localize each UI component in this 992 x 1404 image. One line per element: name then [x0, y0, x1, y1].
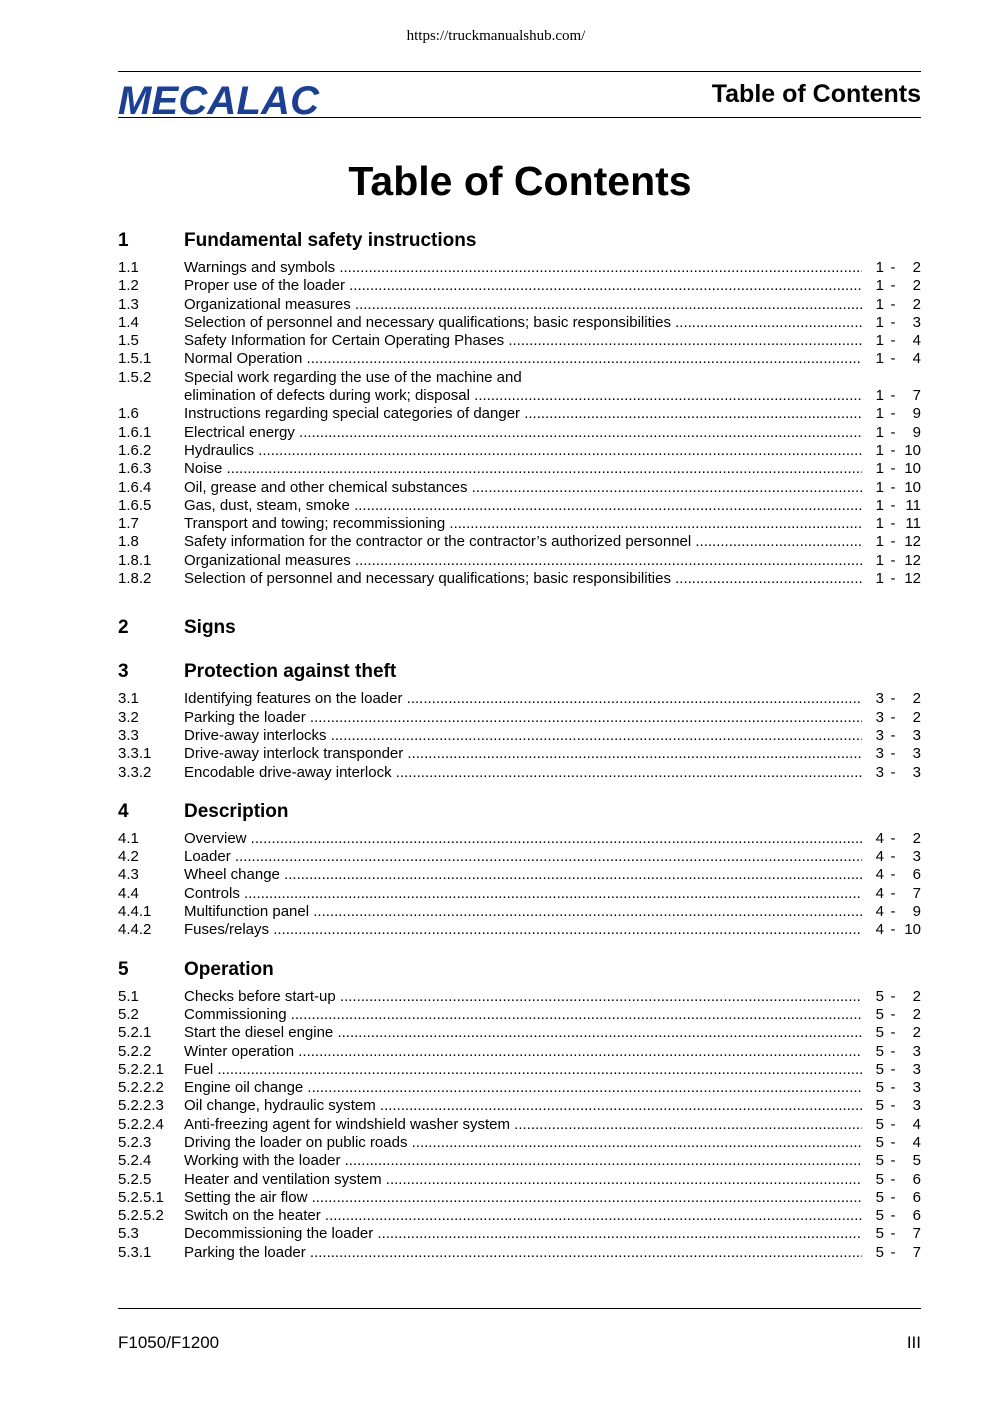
entry-chapter-ref: 5	[875, 1225, 884, 1243]
toc-entry[interactable]	[118, 332, 921, 350]
entry-title: Safety Information for Certain Operating Phases .....	[184, 332, 862, 350]
entry-title: Start the diesel engine .....	[184, 1024, 862, 1042]
entry-number: 4.3	[118, 866, 139, 884]
footer-page-number: III	[906, 1333, 921, 1352]
entry-page: 4	[912, 1115, 921, 1133]
entry-chapter-ref: 3	[875, 763, 884, 781]
entry-page: 3	[912, 763, 921, 781]
entry-title: Electrical energy .....	[184, 424, 862, 442]
running-title: Table of Contents	[711, 80, 921, 108]
entry-title: Engine oil change .....	[184, 1079, 862, 1097]
entry-page: 10	[904, 921, 921, 939]
entry-separator: -	[890, 1207, 896, 1225]
entry-title: Wheel change .....	[184, 866, 862, 884]
entry-page: 12	[904, 570, 921, 588]
entry-number: 1.6.1	[118, 423, 152, 441]
entry-title: Identifying features on the loader .....	[184, 690, 862, 708]
entry-page: 2	[912, 987, 921, 1005]
entry-chapter-ref: 5	[875, 1115, 884, 1133]
toc-entry[interactable]	[118, 988, 921, 1006]
entry-separator: -	[890, 1079, 896, 1097]
entry-number: 1.5.2	[118, 368, 152, 386]
entry-number: 1.4	[118, 313, 139, 331]
chapter-heading	[118, 614, 921, 642]
toc-entry[interactable]	[118, 1079, 921, 1097]
entry-chapter-ref: 4	[875, 903, 884, 921]
entry-separator: -	[890, 423, 896, 441]
entry-separator: -	[890, 1188, 896, 1206]
entry-chapter-ref: 5	[875, 1188, 884, 1206]
entry-separator: -	[890, 551, 896, 569]
toc-entry[interactable]	[118, 314, 921, 332]
entry-page: 9	[912, 405, 921, 423]
toc-entry[interactable]	[118, 1189, 921, 1207]
header-top-rule	[118, 71, 921, 72]
entry-number: 5.2.2.1	[118, 1060, 164, 1078]
entry-chapter-ref: 3	[875, 708, 884, 726]
entry-number: 5.2.1	[118, 1024, 152, 1042]
toc-entry[interactable]	[118, 1171, 921, 1189]
entry-chapter-ref: 5	[875, 1079, 884, 1097]
entry-page: 3	[912, 745, 921, 763]
entry-number: 5.2.2.3	[118, 1097, 164, 1115]
entry-chapter-ref: 5	[875, 1005, 884, 1023]
toc-entry[interactable]	[118, 533, 921, 551]
toc-entry[interactable]	[118, 921, 921, 939]
entry-separator: -	[890, 1042, 896, 1060]
entry-title: Setting the air flow .....	[184, 1189, 862, 1207]
entry-number: 1.6.3	[118, 460, 152, 478]
entry-number: 3.2	[118, 708, 139, 726]
entry-title: Parking the loader .....	[184, 709, 862, 727]
entry-number: 4.1	[118, 829, 139, 847]
entry-title: Oil, grease and other chemical substances .....	[184, 479, 862, 497]
entry-separator: -	[890, 921, 896, 939]
entry-page: 5	[912, 1152, 921, 1170]
entry-separator: -	[890, 1133, 896, 1151]
source-url: https://truckmanualshub.com/	[406, 28, 586, 44]
toc-entry[interactable]	[118, 1061, 921, 1079]
entry-number: 4.4	[118, 884, 139, 902]
toc-entry[interactable]	[118, 1207, 921, 1225]
page-title: Table of Contents	[348, 158, 692, 204]
entry-chapter-ref: 5	[875, 1243, 884, 1261]
entry-chapter-ref: 5	[875, 1170, 884, 1188]
entry-number: 5.2.5.2	[118, 1207, 164, 1225]
toc-entry[interactable]	[118, 1152, 921, 1170]
entry-separator: -	[890, 1115, 896, 1133]
toc-entry[interactable]	[118, 259, 921, 277]
toc-entry[interactable]	[118, 848, 921, 866]
entry-number: 1.6.5	[118, 496, 152, 514]
entry-chapter-ref: 1	[875, 277, 884, 295]
entry-separator: -	[890, 884, 896, 902]
entry-title: Driving the loader on public roads .....	[184, 1134, 862, 1152]
entry-number: 5.2.2.2	[118, 1079, 164, 1097]
entry-chapter-ref: 1	[875, 570, 884, 588]
entry-page: 3	[912, 726, 921, 744]
entry-separator: -	[890, 829, 896, 847]
entry-page: 3	[912, 1097, 921, 1115]
entry-page: 2	[912, 708, 921, 726]
entry-page: 2	[912, 277, 921, 295]
entry-title: elimination of defects during work; disposal .....	[184, 387, 862, 405]
entry-number: 3.3.2	[118, 763, 152, 781]
entry-page: 7	[912, 884, 921, 902]
toc-entry[interactable]	[118, 727, 921, 745]
toc-entry[interactable]	[118, 296, 921, 314]
entry-title: Noise .....	[184, 460, 862, 478]
entry-page: 2	[912, 690, 921, 708]
chapter-number: 2	[118, 617, 129, 639]
footer-rule	[118, 1308, 921, 1309]
entry-title: Organizational measures .....	[184, 296, 862, 314]
entry-number: 1.3	[118, 295, 139, 313]
entry-chapter-ref: 5	[875, 1133, 884, 1151]
entry-separator: -	[890, 441, 896, 459]
toc-entry[interactable]	[118, 1116, 921, 1134]
chapter-number: 3	[118, 661, 129, 683]
entry-title: Drive-away interlocks .....	[184, 727, 862, 745]
entry-separator: -	[890, 295, 896, 313]
entry-page: 7	[912, 387, 921, 405]
entry-number	[118, 387, 184, 405]
entry-title: Heater and ventilation system .....	[184, 1171, 862, 1189]
chapter-heading	[118, 227, 921, 255]
toc-entry[interactable]	[118, 830, 921, 848]
entry-separator: -	[890, 478, 896, 496]
toc-entry[interactable]	[118, 497, 921, 515]
entry-number: 1.6	[118, 405, 139, 423]
entry-page: 9	[912, 423, 921, 441]
entry-chapter-ref: 3	[875, 726, 884, 744]
entry-title: Gas, dust, steam, smoke .....	[184, 497, 862, 515]
entry-chapter-ref: 5	[875, 1152, 884, 1170]
entry-page: 10	[904, 441, 921, 459]
entry-chapter-ref: 5	[875, 987, 884, 1005]
entry-page: 3	[912, 1079, 921, 1097]
entry-number: 1.8.1	[118, 551, 152, 569]
entry-number: 5.2.5	[118, 1170, 152, 1188]
chapter-heading	[118, 798, 921, 826]
entry-separator: -	[890, 690, 896, 708]
entry-page: 11	[905, 496, 921, 514]
entry-chapter-ref: 4	[875, 866, 884, 884]
entry-separator: -	[890, 259, 896, 276]
chapter-title: Operation	[184, 958, 274, 980]
entry-page: 4	[912, 1133, 921, 1151]
entry-title: Oil change, hydraulic system .....	[184, 1097, 862, 1115]
entry-title: Parking the loader .....	[184, 1244, 862, 1262]
entry-page: 6	[912, 1188, 921, 1206]
entry-page: 2	[912, 1024, 921, 1042]
entry-title: Encodable drive-away interlock .....	[184, 764, 862, 782]
toc-entry[interactable]	[118, 1043, 921, 1061]
entry-page: 6	[912, 1170, 921, 1188]
entry-separator	[884, 369, 902, 387]
toc-entry[interactable]	[118, 442, 921, 460]
entry-title: Anti-freezing agent for windshield washer system .....	[184, 1116, 862, 1134]
entry-number: 3.3.1	[118, 745, 152, 763]
entry-number: 4.2	[118, 848, 139, 866]
entry-number: 1.5.1	[118, 350, 152, 368]
toc-entry[interactable]	[118, 405, 921, 423]
entry-chapter-ref: 1	[875, 350, 884, 368]
entry-chapter-ref: 1	[875, 259, 884, 276]
toc-entry[interactable]	[118, 1134, 921, 1152]
entry-title: Loader .....	[184, 848, 862, 866]
entry-number: 1.6.4	[118, 478, 152, 496]
entry-page: 4	[912, 332, 921, 350]
entry-page: 6	[912, 866, 921, 884]
entry-number: 5.2.5.1	[118, 1188, 164, 1206]
entry-number: 1.6.2	[118, 441, 152, 459]
entry-number: 5.2.3	[118, 1133, 152, 1151]
entry-title: Hydraulics .....	[184, 442, 862, 460]
entry-chapter-ref: 1	[875, 405, 884, 423]
entry-page: 11	[905, 515, 921, 533]
entry-page: 12	[904, 533, 921, 551]
toc-entry[interactable]	[118, 479, 921, 497]
toc-entry[interactable]	[118, 570, 921, 588]
entry-title: Switch on the heater .....	[184, 1207, 862, 1225]
entry-separator: -	[890, 987, 896, 1005]
entry-chapter-ref: 5	[875, 1042, 884, 1060]
toc-entry[interactable]	[118, 460, 921, 478]
entry-title: Fuel .....	[184, 1061, 862, 1079]
entry-title: Instructions regarding special categories of danger .....	[184, 405, 862, 423]
entry-separator: -	[890, 533, 896, 551]
entry-page	[902, 369, 921, 387]
toc-entry[interactable]	[118, 369, 921, 387]
toc-entry[interactable]	[118, 709, 921, 727]
entry-chapter-ref: 1	[875, 460, 884, 478]
entry-number: 1.1	[118, 259, 139, 276]
entry-title: Normal Operation .....	[184, 350, 862, 368]
entry-chapter-ref: 3	[875, 745, 884, 763]
entry-title: Special work regarding the use of the machine and	[184, 368, 522, 386]
entry-separator: -	[890, 515, 896, 533]
entry-title: Controls .....	[184, 885, 862, 903]
chapter-title: Description	[184, 800, 289, 822]
toc-entry[interactable]	[118, 1097, 921, 1115]
entry-separator: -	[890, 1005, 896, 1023]
entry-title: Multifunction panel .....	[184, 903, 862, 921]
toc-entry[interactable]	[118, 866, 921, 884]
entry-separator: -	[890, 496, 896, 514]
entry-chapter-ref: 1	[875, 515, 884, 533]
chapter-title: Signs	[184, 617, 236, 639]
entry-title: Selection of personnel and necessary qualifications; basic responsibilities .....	[184, 570, 862, 588]
entry-number: 5.3.1	[118, 1243, 152, 1261]
entry-title: Overview .....	[184, 830, 862, 848]
entry-page: 7	[912, 1243, 921, 1261]
entry-page: 3	[912, 1042, 921, 1060]
entry-chapter-ref: 1	[875, 387, 884, 405]
entry-title: Winter operation .....	[184, 1043, 862, 1061]
toc-entry[interactable]	[118, 764, 921, 782]
entry-number: 1.5	[118, 332, 139, 350]
entry-separator: -	[890, 1097, 896, 1115]
entry-separator: -	[890, 313, 896, 331]
entry-separator: -	[890, 708, 896, 726]
entry-separator: -	[890, 1243, 896, 1261]
entry-separator: -	[890, 745, 896, 763]
entry-page: 10	[904, 460, 921, 478]
toc-entry[interactable]	[118, 885, 921, 903]
toc-entry[interactable]	[118, 690, 921, 708]
entry-chapter-ref: 3	[875, 690, 884, 708]
chapter-title: Protection against theft	[184, 661, 397, 683]
mecalac-logo	[118, 78, 323, 120]
chapter-title: Fundamental safety instructions	[184, 230, 477, 251]
toc-entry[interactable]	[118, 277, 921, 295]
entry-title: Checks before start-up .....	[184, 988, 862, 1006]
entry-page: 2	[912, 1005, 921, 1023]
entry-page: 3	[912, 1060, 921, 1078]
entry-title: Decommissioning the loader .....	[184, 1225, 862, 1243]
entry-number: 5.1	[118, 987, 139, 1005]
entry-separator: -	[890, 726, 896, 744]
entry-number: 1.7	[118, 515, 139, 533]
entry-title: Selection of personnel and necessary qualifications; basic responsibilities .....	[184, 314, 862, 332]
entry-number: 5.2.2.4	[118, 1115, 164, 1133]
toc-entry[interactable]	[118, 903, 921, 921]
entry-chapter-ref: 1	[875, 313, 884, 331]
entry-page: 9	[912, 903, 921, 921]
entry-page: 3	[912, 313, 921, 331]
entry-chapter-ref: 1	[875, 332, 884, 350]
entry-chapter-ref: 5	[875, 1097, 884, 1115]
entry-number: 1.8.2	[118, 570, 152, 588]
entry-title: Safety information for the contractor or the contractor’s authorized personnel .....	[184, 533, 862, 551]
chapter-heading	[118, 956, 921, 984]
toc-entry[interactable]	[118, 745, 921, 763]
entry-page: 12	[904, 551, 921, 569]
entry-title: Organizational measures .....	[184, 552, 862, 570]
entry-chapter-ref: 1	[875, 423, 884, 441]
entry-chapter-ref: 4	[875, 829, 884, 847]
entry-number: 1.8	[118, 533, 139, 551]
entry-page: 10	[904, 478, 921, 496]
entry-chapter-ref: 1	[875, 478, 884, 496]
entry-separator: -	[890, 1170, 896, 1188]
entry-title: Transport and towing; recommissioning .....	[184, 515, 862, 533]
entry-chapter-ref: 4	[875, 921, 884, 939]
entry-chapter-ref: 5	[875, 1024, 884, 1042]
entry-separator: -	[890, 1060, 896, 1078]
entry-chapter-ref: 5	[875, 1060, 884, 1078]
entry-separator: -	[890, 1225, 896, 1243]
footer-model: F1050/F1200	[118, 1333, 220, 1352]
entry-chapter-ref: 1	[875, 533, 884, 551]
svg-text:MECALAC: MECALAC	[118, 79, 318, 120]
entry-separator: -	[890, 903, 896, 921]
entry-page: 4	[912, 350, 921, 368]
toc-entry[interactable]	[118, 350, 921, 368]
entry-page: 2	[912, 259, 921, 276]
toc-entry[interactable]	[118, 424, 921, 442]
header-bottom-rule	[118, 117, 921, 118]
entry-title: Proper use of the loader .....	[184, 277, 862, 295]
entry-title: Drive-away interlock transponder .....	[184, 745, 862, 763]
entry-number: 5.2	[118, 1005, 139, 1023]
entry-number: 5.2.4	[118, 1152, 152, 1170]
entry-separator: -	[890, 460, 896, 478]
toc-entry[interactable]	[118, 552, 921, 570]
chapter-number: 5	[118, 958, 129, 980]
entry-separator: -	[890, 1152, 896, 1170]
entry-title: Working with the loader .....	[184, 1152, 862, 1170]
chapter-number: 4	[118, 800, 129, 822]
chapter-number: 1	[118, 230, 129, 251]
entry-chapter-ref: 1	[875, 496, 884, 514]
entry-page: 7	[912, 1225, 921, 1243]
entry-number: 3.3	[118, 726, 139, 744]
entry-number: 5.2.2	[118, 1042, 152, 1060]
entry-separator: -	[890, 1024, 896, 1042]
entry-number: 4.4.1	[118, 903, 152, 921]
toc-entry[interactable]	[118, 387, 921, 405]
entry-page: 2	[912, 829, 921, 847]
entry-chapter-ref: 4	[875, 884, 884, 902]
entry-separator: -	[890, 350, 896, 368]
entry-separator: -	[890, 405, 896, 423]
entry-separator: -	[890, 763, 896, 781]
entry-page: 2	[912, 295, 921, 313]
entry-separator: -	[890, 387, 896, 405]
entry-title: Commissioning .....	[184, 1006, 862, 1024]
entry-number: 3.1	[118, 690, 139, 708]
entry-title: Fuses/relays .....	[184, 921, 862, 939]
entry-chapter-ref: 5	[875, 1207, 884, 1225]
entry-chapter-ref: 1	[875, 441, 884, 459]
entry-separator: -	[890, 866, 896, 884]
entry-chapter-ref: 1	[875, 551, 884, 569]
toc-entry[interactable]	[118, 1024, 921, 1042]
entry-separator: -	[890, 332, 896, 350]
chapter-heading	[118, 658, 921, 686]
entry-separator: -	[890, 570, 896, 588]
toc-entry[interactable]	[118, 1006, 921, 1024]
entry-separator: -	[890, 277, 896, 295]
toc-entry[interactable]	[118, 1225, 921, 1243]
toc-entry[interactable]	[118, 1244, 921, 1262]
entry-page: 3	[912, 848, 921, 866]
entry-chapter-ref: 4	[875, 848, 884, 866]
table-of-contents	[118, 227, 921, 1262]
entry-chapter-ref	[864, 369, 884, 387]
entry-number: 1.2	[118, 277, 139, 295]
entry-number: 5.3	[118, 1225, 139, 1243]
entry-page: 6	[912, 1207, 921, 1225]
entry-number: 4.4.2	[118, 921, 152, 939]
entry-chapter-ref: 1	[875, 295, 884, 313]
toc-entry[interactable]	[118, 515, 921, 533]
entry-title: Warnings and symbols .....	[184, 259, 862, 277]
entry-separator: -	[890, 848, 896, 866]
